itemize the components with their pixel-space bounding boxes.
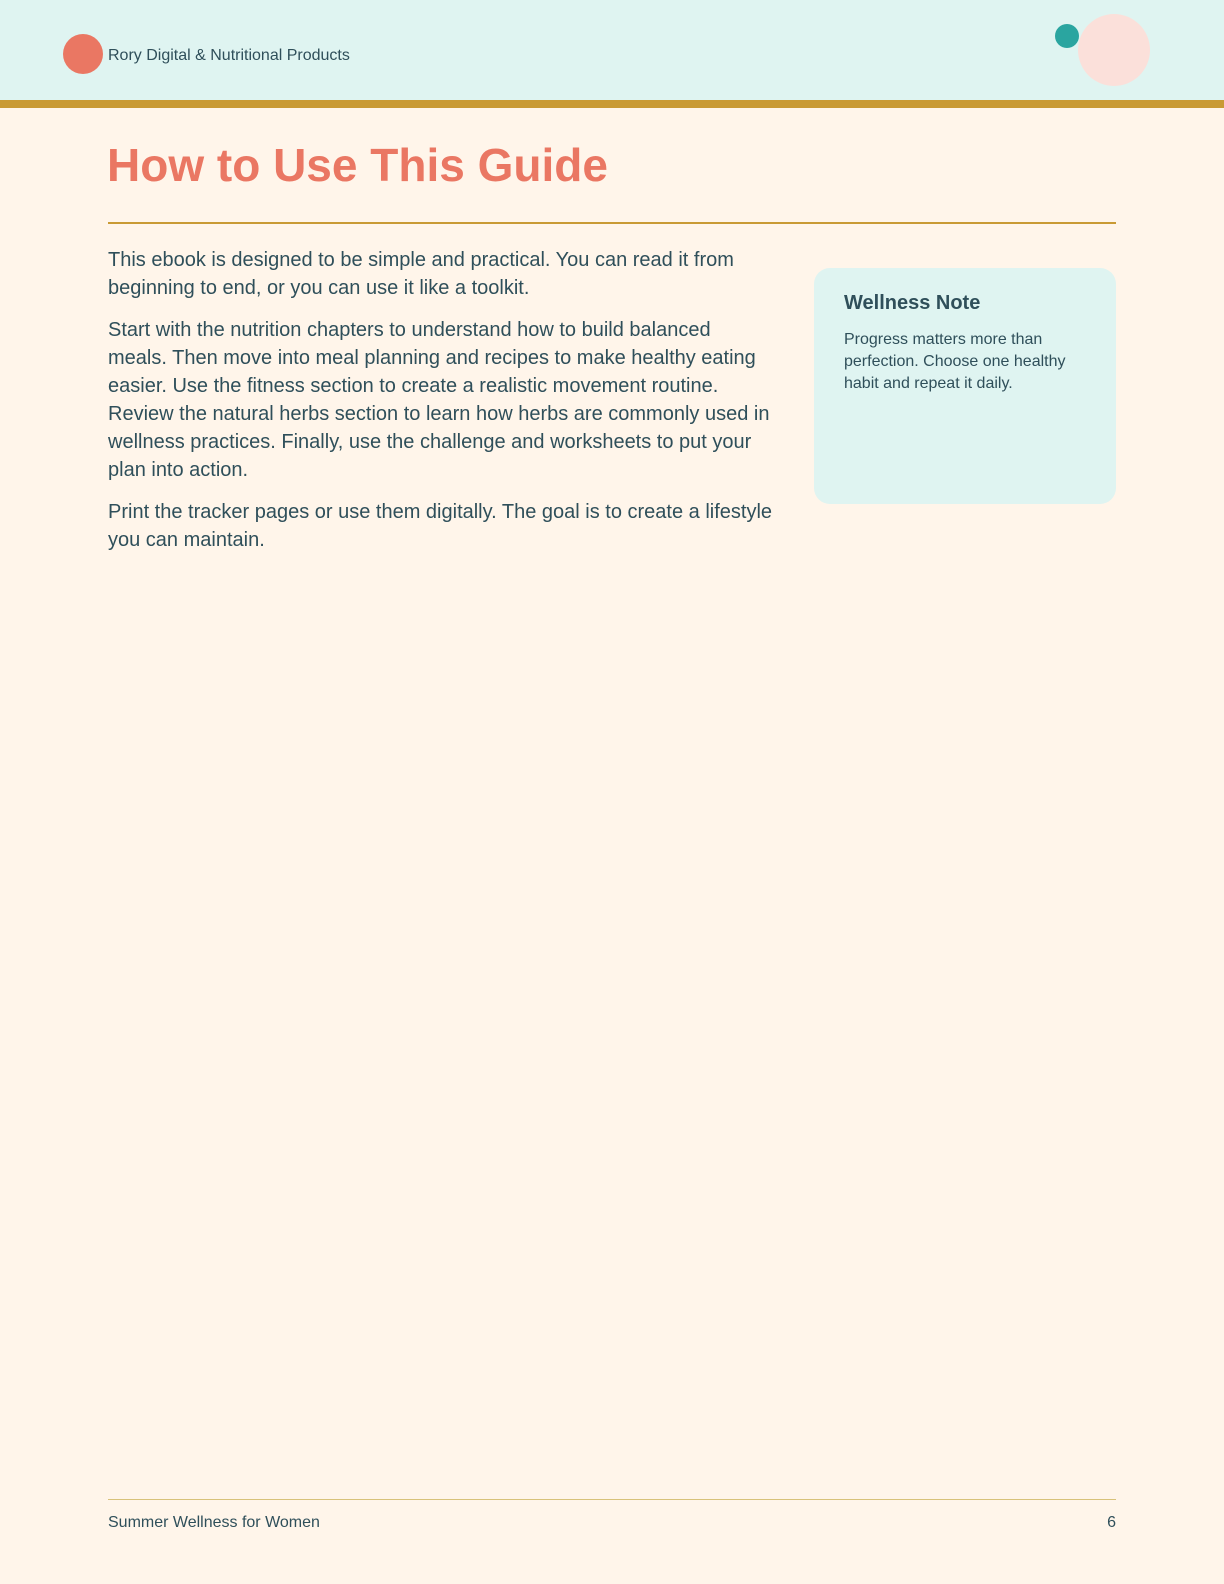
brand-name: Rory Digital & Nutritional Products — [108, 47, 350, 64]
wellness-note-box — [814, 268, 1116, 504]
page-number: 6 — [1107, 1514, 1116, 1531]
header-accent-bar — [0, 100, 1224, 108]
body-paragraph: This ebook is designed to be simple and practical. You can read it from beginning to end, or you can use it like a toolkit. — [108, 249, 734, 299]
body-text — [108, 246, 773, 568]
body-paragraph: Start with the nutrition chapters to understand how to build balanced meals. Then move into meal planning and recipes to make healthy eating easier. Use the fitness section to create a realistic movement routine. Review the natural herbs section to learn how herbs are commonly used in wellness practices. Finally, use the challenge and worksheets to put your plan into action. — [108, 319, 770, 481]
body-paragraph: Print the tracker pages or use them digitally. The goal is to create a lifestyle you can maintain. — [108, 501, 773, 551]
footer-book-title: Summer Wellness for Women — [108, 1514, 320, 1531]
wellness-note-title: Wellness Note — [844, 292, 981, 314]
decorative-circle-pink-icon — [1078, 14, 1150, 86]
title-divider — [108, 222, 1116, 224]
wellness-note-text: Progress matters more than perfection. Choose one healthy habit and repeat it daily. — [844, 331, 1066, 392]
footer-divider — [108, 1499, 1116, 1500]
page-title: How to Use This Guide — [107, 139, 608, 191]
brand-logo-icon — [63, 34, 103, 74]
decorative-circle-teal-icon — [1055, 24, 1079, 48]
